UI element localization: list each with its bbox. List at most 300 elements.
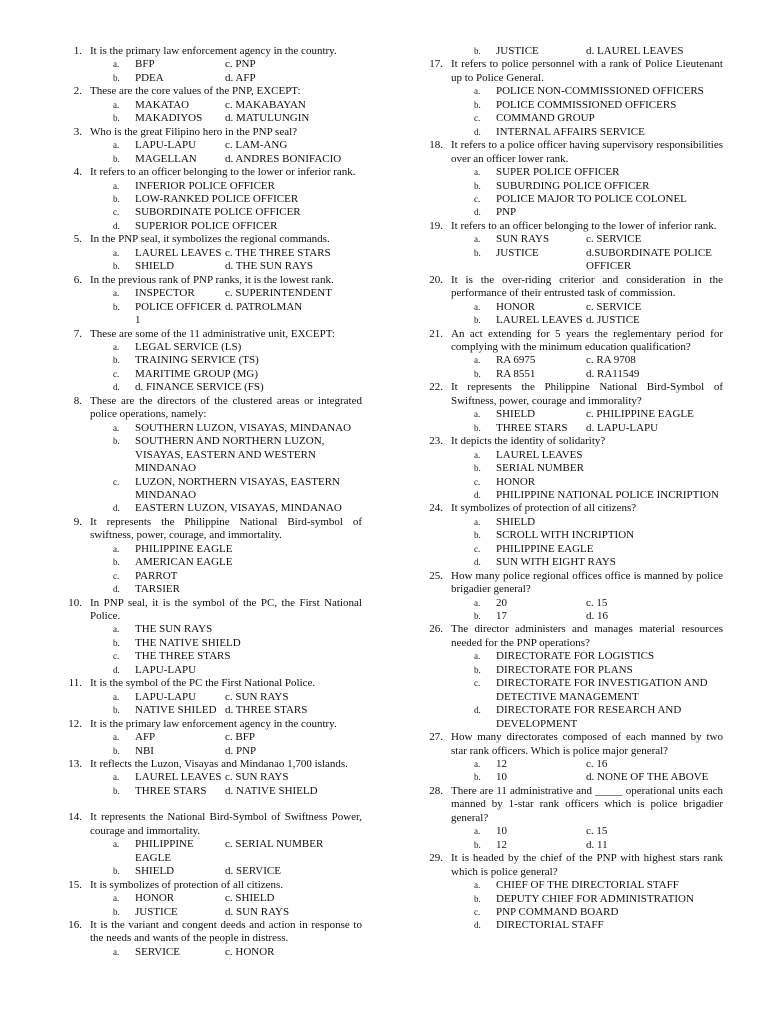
option-text: PARROT bbox=[135, 569, 178, 582]
answer-option bbox=[62, 341, 362, 354]
option-text: c. RA 9708 bbox=[586, 354, 636, 367]
option-text: LEGAL SERVICE (LS) bbox=[135, 340, 242, 353]
question-text bbox=[423, 58, 723, 85]
question-item bbox=[62, 811, 362, 878]
question-number: 1. bbox=[73, 45, 82, 57]
option-text: SERVICE bbox=[135, 945, 180, 958]
option-text: JUSTICE bbox=[135, 905, 178, 918]
option-text: PDEA bbox=[135, 71, 164, 84]
question-item bbox=[423, 220, 723, 274]
question-stem: These are the directors of the clustered areas or integrated police operations, namely: bbox=[90, 394, 362, 421]
question-text bbox=[62, 328, 362, 341]
question-text bbox=[62, 233, 362, 246]
answer-option-row bbox=[62, 731, 362, 744]
answer-option bbox=[62, 543, 362, 556]
option-letter: b. bbox=[474, 530, 481, 541]
question-text bbox=[423, 731, 723, 758]
question-item bbox=[62, 166, 362, 233]
question-stem: It symbolizes of protection of all citizens? bbox=[451, 502, 637, 515]
question-number: 8. bbox=[73, 394, 82, 407]
answer-option-row bbox=[62, 72, 362, 85]
option-letter: b. bbox=[474, 772, 481, 783]
question-number: 13. bbox=[68, 758, 82, 771]
question-item bbox=[62, 597, 362, 678]
option-text: c. 15 bbox=[586, 596, 608, 609]
question-stem: It represents the Philippine National Bird-symbol of swiftness, power, courage, and immortality. bbox=[90, 515, 362, 542]
option-text: SUN RAYS bbox=[496, 233, 550, 246]
question-item bbox=[423, 274, 723, 328]
question-stem: It depicts the identity of solidarity? bbox=[451, 435, 606, 448]
option-letter: b. bbox=[113, 436, 120, 447]
answer-option-row bbox=[62, 139, 362, 152]
option-text: c. BFP bbox=[225, 731, 255, 744]
question-text bbox=[62, 85, 362, 98]
question-item bbox=[62, 718, 362, 758]
question-item bbox=[423, 58, 723, 139]
option-text: c. MAKABAYAN bbox=[225, 98, 306, 111]
question-stem: Who is the great Filipino hero in the PNP seal? bbox=[90, 125, 298, 138]
answer-option-row bbox=[62, 892, 362, 905]
option-letter: a. bbox=[113, 99, 120, 110]
option-letter: a. bbox=[113, 946, 120, 957]
question-number: 2. bbox=[73, 85, 82, 98]
answer-option bbox=[62, 435, 362, 475]
question-stem: It is headed by the chief of the PNP with highest stars rank which is police general? bbox=[451, 852, 723, 878]
question-text bbox=[423, 139, 723, 166]
option-pair bbox=[135, 260, 362, 273]
option-text: PNP bbox=[496, 206, 517, 219]
question-text bbox=[423, 852, 723, 879]
option-letter: d. bbox=[113, 220, 120, 231]
option-pair bbox=[135, 287, 362, 300]
option-text: THREE STARS bbox=[496, 421, 568, 434]
question-text bbox=[62, 718, 362, 731]
option-text: 12 bbox=[496, 838, 507, 851]
answer-option-row bbox=[62, 99, 362, 112]
option-letter: c. bbox=[113, 368, 120, 379]
option-text: PHILIPPINE EAGLE bbox=[496, 542, 594, 555]
question-number: 6. bbox=[73, 273, 82, 286]
option-text: 12 bbox=[496, 758, 507, 771]
question-stem: It is the variant and congent deeds and action in response to the needs and wants of the people in distress. bbox=[90, 919, 362, 945]
question-text bbox=[423, 502, 723, 515]
option-pair bbox=[135, 153, 362, 166]
question-item bbox=[62, 45, 362, 85]
option-text: EASTERN LUZON, VISAYAS, MINDANAO bbox=[135, 502, 342, 515]
option-text: COMMAND GROUP bbox=[496, 112, 595, 125]
option-letter: b. bbox=[474, 839, 481, 850]
option-letter: a. bbox=[474, 880, 481, 891]
option-text: INTERNAL AFFAIRS SERVICE bbox=[496, 125, 645, 138]
question-item bbox=[423, 328, 723, 382]
option-letter: a. bbox=[113, 422, 120, 433]
option-text: DEPUTY CHIEF FOR ADMINISTRATION bbox=[496, 892, 694, 905]
option-letter: c. bbox=[474, 113, 481, 124]
answer-option bbox=[423, 206, 723, 219]
question-stem: It refers to an officer belonging to the lower or inferior rank. bbox=[90, 166, 356, 179]
option-letter: b. bbox=[113, 785, 120, 796]
question-number: 5. bbox=[73, 233, 82, 246]
answer-option bbox=[423, 516, 723, 529]
option-pair bbox=[135, 691, 362, 704]
option-letter: d. bbox=[474, 557, 481, 568]
question-item bbox=[62, 395, 362, 516]
option-pair bbox=[496, 368, 723, 381]
question-stem: These are the core values of the PNP, EXCEPT: bbox=[90, 85, 301, 98]
question-stem: It is symbolizes of protection of all citizens. bbox=[90, 878, 284, 891]
option-letter: a. bbox=[113, 247, 120, 258]
option-pair bbox=[496, 233, 723, 246]
answer-option bbox=[423, 126, 723, 139]
option-text: d. NONE OF THE ABOVE bbox=[586, 771, 709, 784]
option-pair bbox=[496, 45, 723, 58]
question-text bbox=[62, 758, 362, 771]
option-letter: a. bbox=[474, 651, 481, 662]
option-letter: a. bbox=[113, 140, 120, 151]
option-pair bbox=[135, 139, 362, 152]
answer-option bbox=[423, 664, 723, 677]
answer-option bbox=[62, 570, 362, 583]
question-item bbox=[423, 139, 723, 220]
option-letter: a. bbox=[113, 624, 120, 635]
option-text: d. JUSTICE bbox=[586, 314, 640, 327]
option-text: d. 16 bbox=[586, 610, 608, 623]
question-stem: How many police regional offices office is manned by police brigadier general? bbox=[451, 569, 723, 596]
question-text bbox=[62, 274, 362, 287]
question-text bbox=[423, 328, 723, 355]
option-letter: b. bbox=[113, 113, 120, 124]
question-stem: An act extending for 5 years the reglementary period for complying with the minimum education qualification? bbox=[451, 327, 723, 353]
option-pair bbox=[496, 597, 723, 610]
option-letter: a. bbox=[113, 59, 120, 70]
question-stem: It reflects the Luzon, Visayas and Mindanao 1,700 islands. bbox=[90, 758, 348, 771]
option-letter: b. bbox=[474, 99, 481, 110]
option-letter: a. bbox=[113, 772, 120, 783]
option-text: c. THE THREE STARS bbox=[225, 246, 331, 259]
answer-option bbox=[62, 381, 362, 394]
option-text: LAPU-LAPU bbox=[135, 663, 197, 676]
option-text: d. THE SUN RAYS bbox=[225, 260, 314, 273]
answer-option-row bbox=[62, 745, 362, 758]
answer-option-row bbox=[62, 838, 362, 865]
option-letter: a. bbox=[474, 301, 481, 312]
option-text: DIRECTORIAL STAFF bbox=[496, 919, 604, 932]
question-text bbox=[62, 597, 362, 624]
option-letter: b. bbox=[474, 315, 481, 326]
question-stem: It is the symbol of the PC the First National Police. bbox=[90, 677, 316, 690]
option-text: LOW-RANKED POLICE OFFICER bbox=[135, 192, 299, 205]
question-text bbox=[62, 919, 362, 946]
answer-option-row bbox=[423, 610, 723, 623]
option-letter: a. bbox=[113, 288, 120, 299]
answer-option-row bbox=[62, 301, 362, 328]
question-stem: How many directorates composed of each manned by two star rank officers. Which is police major general? bbox=[451, 731, 723, 757]
question-number: 24. bbox=[429, 502, 443, 515]
option-text: PHILIPPINE EAGLE bbox=[135, 542, 233, 555]
answer-option bbox=[62, 206, 362, 219]
question-number: 27. bbox=[429, 731, 443, 744]
option-pair bbox=[496, 839, 723, 852]
question-number: 3. bbox=[73, 125, 82, 138]
answer-option-row bbox=[62, 153, 362, 166]
option-text: c. 15 bbox=[586, 825, 608, 838]
option-text: MARITIME GROUP (MG) bbox=[135, 367, 259, 380]
option-text: RA 6975 bbox=[496, 354, 536, 367]
option-text: LAPU-LAPU bbox=[135, 139, 197, 152]
option-text: LAUREL LEAVES bbox=[496, 314, 583, 327]
question-stem: It refers to an officer belonging to the lower of inferior rank. bbox=[451, 219, 717, 232]
option-letter: b. bbox=[113, 745, 120, 756]
option-text: TARSIER bbox=[135, 583, 180, 596]
option-letter: a. bbox=[474, 86, 481, 97]
question-text bbox=[423, 623, 723, 650]
question-text bbox=[62, 677, 362, 690]
answer-option bbox=[423, 193, 723, 206]
option-text: d. LAPU-LAPU bbox=[586, 421, 659, 434]
option-pair bbox=[135, 58, 362, 71]
question-number: 21. bbox=[429, 327, 443, 340]
answer-option bbox=[423, 704, 723, 731]
option-letter: a. bbox=[474, 409, 481, 420]
option-text: POLICE NON-COMMISSIONED OFFICERS bbox=[496, 85, 704, 98]
option-text: d. MATULUNGIN bbox=[225, 112, 310, 125]
option-text: 17 bbox=[496, 610, 507, 623]
option-pair bbox=[496, 610, 723, 623]
question-number: 9. bbox=[73, 515, 82, 528]
option-pair bbox=[496, 301, 723, 314]
option-text: THE SUN RAYS bbox=[135, 623, 213, 636]
option-letter: a. bbox=[474, 516, 481, 527]
option-text: d. NATIVE SHIELD bbox=[225, 784, 318, 797]
option-pair bbox=[135, 72, 362, 85]
option-pair bbox=[135, 771, 362, 784]
option-text: PNP COMMAND BOARD bbox=[496, 906, 619, 918]
option-letter: d. bbox=[113, 584, 120, 595]
option-text: THE NATIVE SHIELD bbox=[135, 636, 241, 649]
option-letter: a. bbox=[113, 732, 120, 743]
option-text: HONOR bbox=[496, 300, 536, 313]
answer-option bbox=[62, 220, 362, 233]
option-text: c. HONOR bbox=[225, 945, 275, 958]
answer-option-row bbox=[62, 247, 362, 260]
option-text: d. ANDRES BONIFACIO bbox=[225, 152, 342, 165]
option-letter: b. bbox=[113, 557, 120, 568]
option-text: AFP bbox=[135, 731, 156, 744]
option-text: DIRECTORATE FOR INVESTIGATION AND DETECTIVE MANAGEMENT bbox=[496, 677, 708, 703]
option-letter: c. bbox=[474, 193, 481, 204]
option-letter: a. bbox=[474, 167, 481, 178]
question-number: 12. bbox=[68, 717, 82, 730]
option-text: SUN WITH EIGHT RAYS bbox=[496, 556, 616, 569]
answer-option-row bbox=[423, 247, 723, 274]
question-text bbox=[62, 45, 362, 58]
answer-option bbox=[423, 489, 723, 502]
question-number: 23. bbox=[429, 435, 443, 448]
question-text bbox=[62, 516, 362, 543]
option-letter: b. bbox=[113, 355, 120, 366]
option-text: POLICE OFFICER 1 bbox=[135, 300, 222, 327]
option-text: d. PATROLMAN bbox=[225, 300, 303, 313]
answer-option-row bbox=[62, 260, 362, 273]
question-item bbox=[423, 45, 723, 58]
option-letter: c. bbox=[113, 207, 120, 218]
option-text: MAKADIYOS bbox=[135, 112, 203, 125]
question-stem: It represents the Philippine National Bird-Symbol of Swiftness, power, courage and immorality? bbox=[451, 381, 723, 407]
answer-option-row bbox=[423, 771, 723, 784]
option-letter: c. bbox=[113, 651, 120, 662]
option-text: MAKATAO bbox=[135, 98, 190, 111]
question-item bbox=[62, 274, 362, 328]
option-letter: b. bbox=[474, 893, 481, 904]
question-text bbox=[423, 274, 723, 301]
answer-option-row bbox=[62, 691, 362, 704]
option-pair bbox=[135, 946, 362, 959]
question-item bbox=[423, 785, 723, 852]
option-text: THREE STARS bbox=[135, 784, 207, 797]
question-item bbox=[62, 85, 362, 125]
option-text: NATIVE SHILED bbox=[135, 704, 217, 717]
option-letter: b. bbox=[113, 705, 120, 716]
option-text: SHIELD bbox=[496, 408, 536, 421]
question-item bbox=[423, 570, 723, 624]
option-pair bbox=[496, 408, 723, 421]
option-letter: b. bbox=[474, 247, 481, 258]
question-number: 10. bbox=[68, 596, 82, 609]
option-pair bbox=[496, 354, 723, 367]
option-pair bbox=[135, 785, 362, 798]
option-text: SOUTHERN LUZON, VISAYAS, MINDANAO bbox=[135, 421, 352, 434]
question-item bbox=[423, 381, 723, 435]
option-text: DIRECTORATE FOR PLANS bbox=[496, 663, 633, 676]
option-text: 10 bbox=[496, 771, 507, 784]
answer-option bbox=[423, 112, 723, 125]
option-letter: b. bbox=[113, 261, 120, 272]
question-number: 15. bbox=[68, 878, 82, 891]
option-letter: a. bbox=[113, 543, 120, 554]
answer-option-row bbox=[62, 287, 362, 300]
question-item bbox=[62, 516, 362, 597]
question-number: 16. bbox=[68, 919, 82, 931]
answer-option bbox=[423, 677, 723, 704]
option-letter: b. bbox=[113, 906, 120, 917]
option-text: POLICE COMMISSIONED OFFICERS bbox=[496, 98, 677, 111]
question-text bbox=[62, 166, 362, 179]
option-text: c. 16 bbox=[586, 758, 608, 771]
question-stem: These are some of the 11 administrative unit, EXCEPT: bbox=[90, 327, 335, 340]
answer-option bbox=[62, 422, 362, 435]
answer-option bbox=[423, 879, 723, 892]
answer-option-row bbox=[62, 58, 362, 71]
answer-option bbox=[423, 556, 723, 569]
question-text bbox=[423, 570, 723, 597]
answer-option-row bbox=[62, 771, 362, 784]
option-text: JUSTICE bbox=[496, 246, 539, 259]
option-letter: c. bbox=[474, 907, 481, 917]
answer-option bbox=[62, 637, 362, 650]
option-pair bbox=[496, 247, 723, 274]
answer-option bbox=[423, 449, 723, 462]
answer-option bbox=[423, 529, 723, 542]
question-number: 17. bbox=[429, 58, 443, 71]
option-text: JUSTICE bbox=[496, 45, 539, 57]
option-letter: b. bbox=[474, 180, 481, 191]
option-letter: b. bbox=[113, 637, 120, 648]
option-text: TRAINING SERVICE (TS) bbox=[135, 354, 259, 367]
option-letter: b. bbox=[474, 368, 481, 379]
option-text: POLICE MAJOR TO POLICE COLONEL bbox=[496, 192, 687, 205]
option-pair bbox=[135, 731, 362, 744]
option-pair bbox=[135, 99, 362, 112]
option-pair bbox=[135, 704, 362, 717]
option-text: INFERIOR POLICE OFFICER bbox=[135, 179, 275, 192]
option-text: AMERICAN EAGLE bbox=[135, 556, 233, 569]
question-stem: In the PNP seal, it symbolizes the regional commands. bbox=[90, 233, 330, 246]
question-text bbox=[423, 435, 723, 448]
question-number: 19. bbox=[429, 219, 443, 232]
answer-option-row bbox=[423, 422, 723, 435]
option-text: SUBURDING POLICE OFFICER bbox=[496, 179, 650, 192]
question-stem: There are 11 administrative and _____ operational units each manned by 1-star rank officers which is police brigadier general? bbox=[451, 784, 723, 824]
option-text: DIRECTORATE FOR RESEARCH AND DEVELOPMENT bbox=[496, 704, 682, 730]
question-item bbox=[62, 328, 362, 395]
option-letter: a. bbox=[113, 893, 120, 904]
question-number: 28. bbox=[429, 784, 443, 797]
answer-option bbox=[62, 583, 362, 596]
option-text: d. THREE STARS bbox=[225, 704, 308, 717]
answer-option-row bbox=[423, 839, 723, 852]
option-text: d. FINANCE SERVICE (FS) bbox=[135, 381, 264, 394]
answer-option bbox=[62, 354, 362, 367]
option-text: CHIEF OF THE DIRECTORIAL STAFF bbox=[496, 879, 679, 892]
option-text: LAPU-LAPU bbox=[135, 690, 197, 703]
answer-option-row bbox=[62, 112, 362, 125]
question-stem: It is the primary law enforcement agency in the country. bbox=[90, 717, 337, 730]
answer-option bbox=[423, 180, 723, 193]
question-number: 18. bbox=[429, 139, 443, 152]
option-pair bbox=[496, 771, 723, 784]
option-text: d.SUBORDINATE POLICE OFFICER bbox=[586, 246, 712, 273]
question-number: 20. bbox=[429, 273, 443, 286]
answer-option-row bbox=[62, 785, 362, 798]
option-letter: d. bbox=[113, 664, 120, 675]
option-text: c. SUN RAYS bbox=[225, 690, 289, 703]
question-number: 14. bbox=[68, 811, 82, 824]
answer-option bbox=[62, 664, 362, 677]
option-letter: b. bbox=[474, 463, 481, 474]
answer-option-row bbox=[423, 233, 723, 246]
question-text bbox=[62, 395, 362, 422]
option-letter: a. bbox=[474, 355, 481, 366]
question-item bbox=[423, 623, 723, 731]
question-stem: It represents the National Bird-Symbol of Swiftness Power, courage and immortality. bbox=[90, 811, 362, 837]
option-letter: c. bbox=[474, 543, 481, 554]
option-pair bbox=[496, 825, 723, 838]
option-text: PHILIPPINE EAGLE bbox=[135, 838, 194, 864]
option-text: c. SUN RAYS bbox=[225, 771, 289, 784]
answer-option-row bbox=[62, 906, 362, 919]
option-text: SCROLL WITH INCRIPTION bbox=[496, 529, 635, 542]
option-letter: b. bbox=[113, 153, 120, 164]
answer-option-row bbox=[423, 758, 723, 771]
option-letter: b. bbox=[474, 422, 481, 433]
question-number: 29. bbox=[429, 852, 443, 865]
answer-option-row bbox=[62, 865, 362, 878]
option-pair bbox=[135, 301, 362, 328]
answer-option bbox=[423, 919, 723, 932]
option-text: BFP bbox=[135, 58, 155, 71]
question-stem: It refers to a police officer having supervisory responsibilities over an officer lower rank. bbox=[451, 139, 723, 165]
question-text bbox=[423, 785, 723, 825]
